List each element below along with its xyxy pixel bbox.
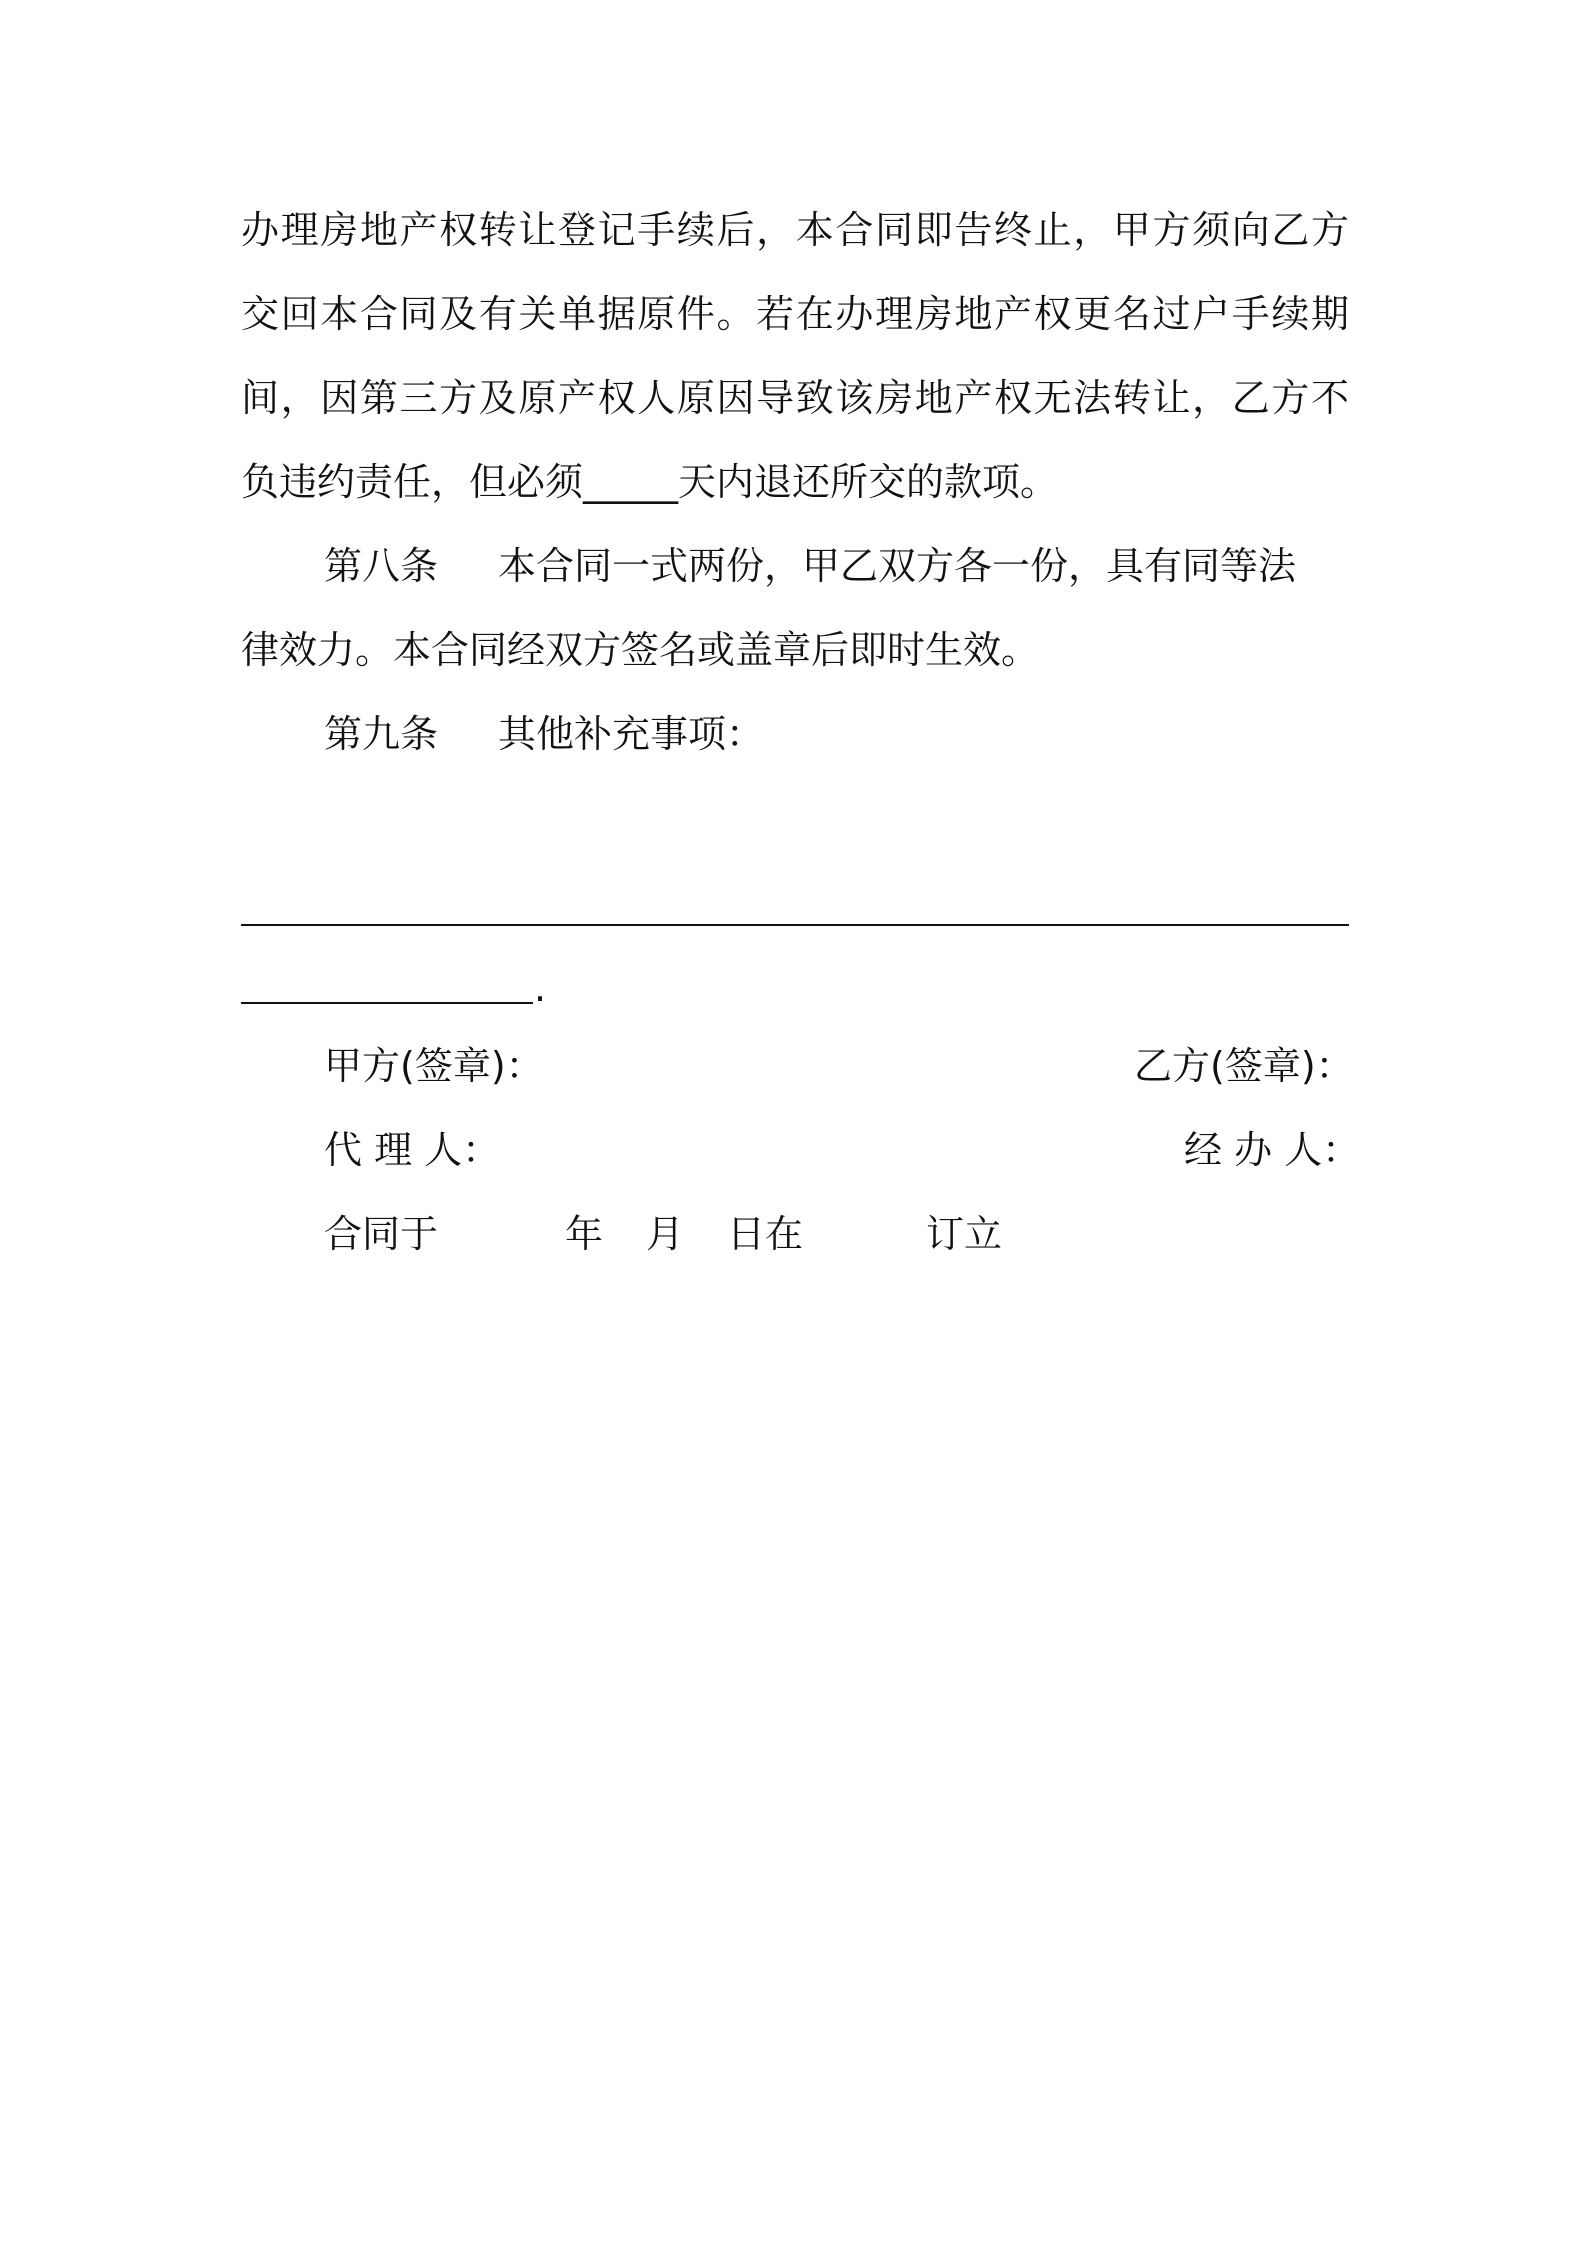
body-line-4 xyxy=(241,440,1349,524)
supplement-blank-line-2 xyxy=(241,1002,533,1004)
body-line-4-start: 负违约责任，但必须 xyxy=(241,460,584,504)
party-b-signature-label: 乙方(签章)： xyxy=(1134,1044,1354,1088)
supplement-blank-line-1 xyxy=(241,924,1349,926)
contract-signed-label: 订立 xyxy=(926,1212,1003,1256)
article-9-number: 第九条 xyxy=(324,712,439,756)
article-8-number: 第八条 xyxy=(324,544,439,588)
body-line-1: 办理房地产权转让登记手续后，本合同即告终止，甲方须向乙方 xyxy=(241,208,1349,252)
contract-day-at-label: 日在 xyxy=(727,1212,804,1256)
party-a-signature-label: 甲方(签章)： xyxy=(324,1044,544,1088)
contract-year-label: 年 xyxy=(565,1212,604,1256)
article-9-text: 其他补充事项： xyxy=(498,712,765,756)
article-8-text-1: 本合同一式两份，甲乙双方各一份，具有同等法 xyxy=(498,544,1297,588)
article-9-line xyxy=(324,692,1349,776)
handler-label: 经 办 人： xyxy=(1184,1128,1361,1172)
article-8-line-1 xyxy=(324,524,1349,608)
body-line-2: 交回本合同及有关单据原件。若在办理房地产权更名过户手续期 xyxy=(241,292,1349,336)
body-line-4-end: 天内退还所交的款项。 xyxy=(678,460,1059,504)
body-line-3: 间，因第三方及原产权人原因导致该房地产权无法转让，乙方不 xyxy=(241,376,1349,420)
contract-month-label: 月 xyxy=(646,1212,685,1256)
agent-label: 代 理 人： xyxy=(324,1128,501,1172)
supplement-end-mark: . xyxy=(534,966,547,1010)
refund-days-blank: _____ xyxy=(583,460,679,504)
contract-date-prefix: 合同于 xyxy=(324,1212,439,1256)
article-8-line-2: 律效力。本合同经双方签名或盖章后即时生效。 xyxy=(241,628,1040,672)
